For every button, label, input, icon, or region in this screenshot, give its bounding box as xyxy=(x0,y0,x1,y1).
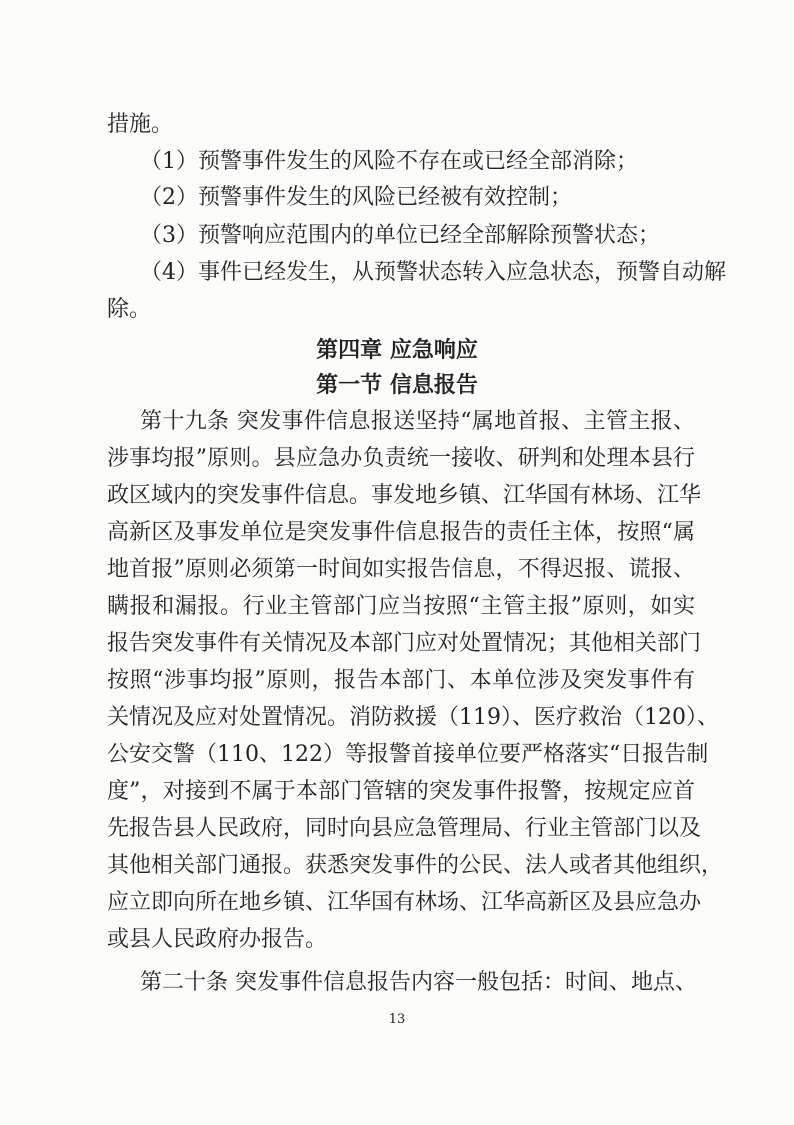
article-19-line: 高新区及事发单位是突发事件信息报告的责任主体，按照“属 xyxy=(107,520,695,545)
list-item: （1）预警事件发生的风险不存在或已经全部消除； xyxy=(140,149,638,174)
list-item: （3）预警响应范围内的单位已经全部解除预警状态； xyxy=(140,223,660,248)
article-19-line: 涉事均报”原则。县应急办负责统一接收、研判和处理本县行 xyxy=(107,446,695,471)
article-20-line: 第二十条 突发事件信息报告内容一般包括：时间、地点、 xyxy=(140,970,697,995)
article-19-line: 地首报”原则必须第一时间如实报告信息，不得迟报、谎报、 xyxy=(107,557,695,582)
article-19-line: 报告突发事件有关情况及本部门应对处置情况；其他相关部门 xyxy=(107,631,702,656)
chapter-heading: 第四章 应急响应 xyxy=(316,337,478,363)
text-line: 除。 xyxy=(107,297,152,322)
article-19-line: 公安交警（110、122）等报警首接单位要严格落实“日报告制 xyxy=(107,742,709,767)
list-item: （4）事件已经发生，从预警状态转入应急状态，预警自动解 xyxy=(140,260,726,285)
article-19-line: 先报告县人民政府，同时向县应急管理局、行业主管部门以及 xyxy=(107,816,702,841)
article-19-line: 应立即向所在地乡镇、江华国有林场、江华高新区及县应急办 xyxy=(107,890,702,915)
section-heading: 第一节 信息报告 xyxy=(316,372,478,398)
article-19-line: 度”，对接到不属于本部门管辖的突发事件报警，按规定应首 xyxy=(107,779,695,804)
list-item: （2）预警事件发生的风险已经被有效控制； xyxy=(140,185,572,210)
article-19-line: 或县人民政府办报告。 xyxy=(107,927,328,952)
article-19-line: 按照“涉事均报”原则，报告本部门、本单位涉及突发事件有 xyxy=(107,668,695,693)
article-19-line: 第十九条 突发事件信息报送坚持“属地首报、主管主报、 xyxy=(140,409,695,434)
article-19-line: 瞒报和漏报。行业主管部门应当按照“主管主报”原则，如实 xyxy=(107,594,695,619)
text-line: 措施。 xyxy=(107,112,174,137)
article-19-line: 关情况及应对处置情况。消防救援（119）、医疗救治（120）、 xyxy=(107,705,719,730)
article-19-line: 政区域内的突发事件信息。事发地乡镇、江华国有林场、江华 xyxy=(107,483,702,508)
article-19-line: 其他相关部门通报。获悉突发事件的公民、法人或者其他组织， xyxy=(107,853,724,878)
page-number: 13 xyxy=(388,1012,406,1027)
